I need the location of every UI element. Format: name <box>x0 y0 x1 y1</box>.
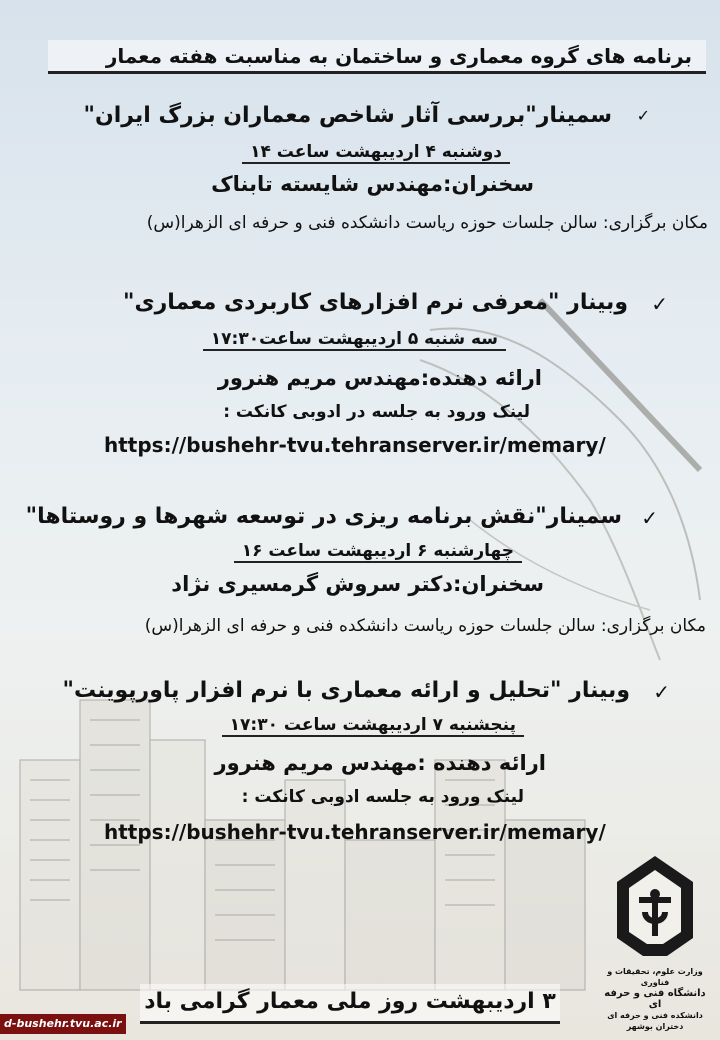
logo-caption-faculty: دانشکده فنی و حرفه ای دختران بوشهر <box>607 1011 703 1031</box>
event-3-speaker: سخنران:دکتر سروش گرمسیری نژاد <box>171 572 544 596</box>
event-3-date: چهارشنبه ۶ اردیبهشت ساعت ۱۶ <box>234 541 522 563</box>
event-2-title: وبینار "معرفی نرم افزارهای کاربردی معماری" <box>122 290 628 315</box>
event-4-title: وبینار "تحلیل و ارائه معماری با نرم افزار پاورپوینت" <box>62 678 630 703</box>
university-logo <box>600 850 710 1031</box>
website-url-tag[interactable]: d-bushehr.tvu.ac.ir <box>0 1014 126 1034</box>
footer-slogan: ۳ اردیبهشت روز ملی معمار گرامی باد <box>140 984 560 1024</box>
event-2-link[interactable]: https://bushehr-tvu.tehranserver.ir/memary/ <box>104 433 606 457</box>
event-2-speaker: ارائه دهنده:مهندس مریم هنرور <box>217 366 542 390</box>
event-1-date: دوشنبه ۴ اردیبهشت ساعت ۱۴ <box>242 142 510 164</box>
event-4-speaker: ارائه دهنده :مهندس مریم هنرور <box>214 751 546 775</box>
event-4-check-icon: ✓ <box>653 680 670 704</box>
logo-caption-ministry: وزارت علوم، تحقیقات و فناوری <box>607 967 703 987</box>
event-4-link[interactable]: https://bushehr-tvu.tehranserver.ir/memary/ <box>104 820 606 844</box>
poster-header: برنامه های گروه معماری و ساختمان به مناسبت هفته معمار <box>48 40 706 74</box>
event-3-venue: مکان برگزاری: سالن جلسات حوزه ریاست دانشکده فنی و حرفه ای الزهرا(س) <box>144 616 706 636</box>
event-2-date: سه شنبه ۵ اردیبهشت ساعت۱۷:۳۰ <box>203 329 506 351</box>
event-2-check-icon: ✓ <box>651 292 668 316</box>
event-4-link-label: لینک ورود به جلسه ادوبی کانکت : <box>241 787 524 807</box>
event-1-speaker: سخنران:مهندس شایسته تابناک <box>211 172 534 196</box>
logo-caption-university: دانشگاه فنی و حرفه ای <box>604 988 706 1010</box>
tvu-emblem-icon <box>605 850 705 962</box>
event-3-check-icon: ✓ <box>641 506 658 530</box>
event-1-check-icon: ✓ <box>636 106 650 125</box>
event-1-venue: مکان برگزاری: سالن جلسات حوزه ریاست دانشکده فنی و حرفه ای الزهرا(س) <box>146 213 708 233</box>
event-1-title: سمینار"بررسی آثار شاخص معماران بزرگ ایران" <box>83 103 612 128</box>
event-2-link-label: لینک ورود به جلسه در ادوبی کانکت : <box>223 402 530 422</box>
event-3-title: سمینار"نقش برنامه ریزی در توسعه شهرها و روستاها" <box>25 504 622 529</box>
event-4-date: پنجشنبه ۷ اردیبهشت ساعت ۱۷:۳۰ <box>222 715 524 737</box>
